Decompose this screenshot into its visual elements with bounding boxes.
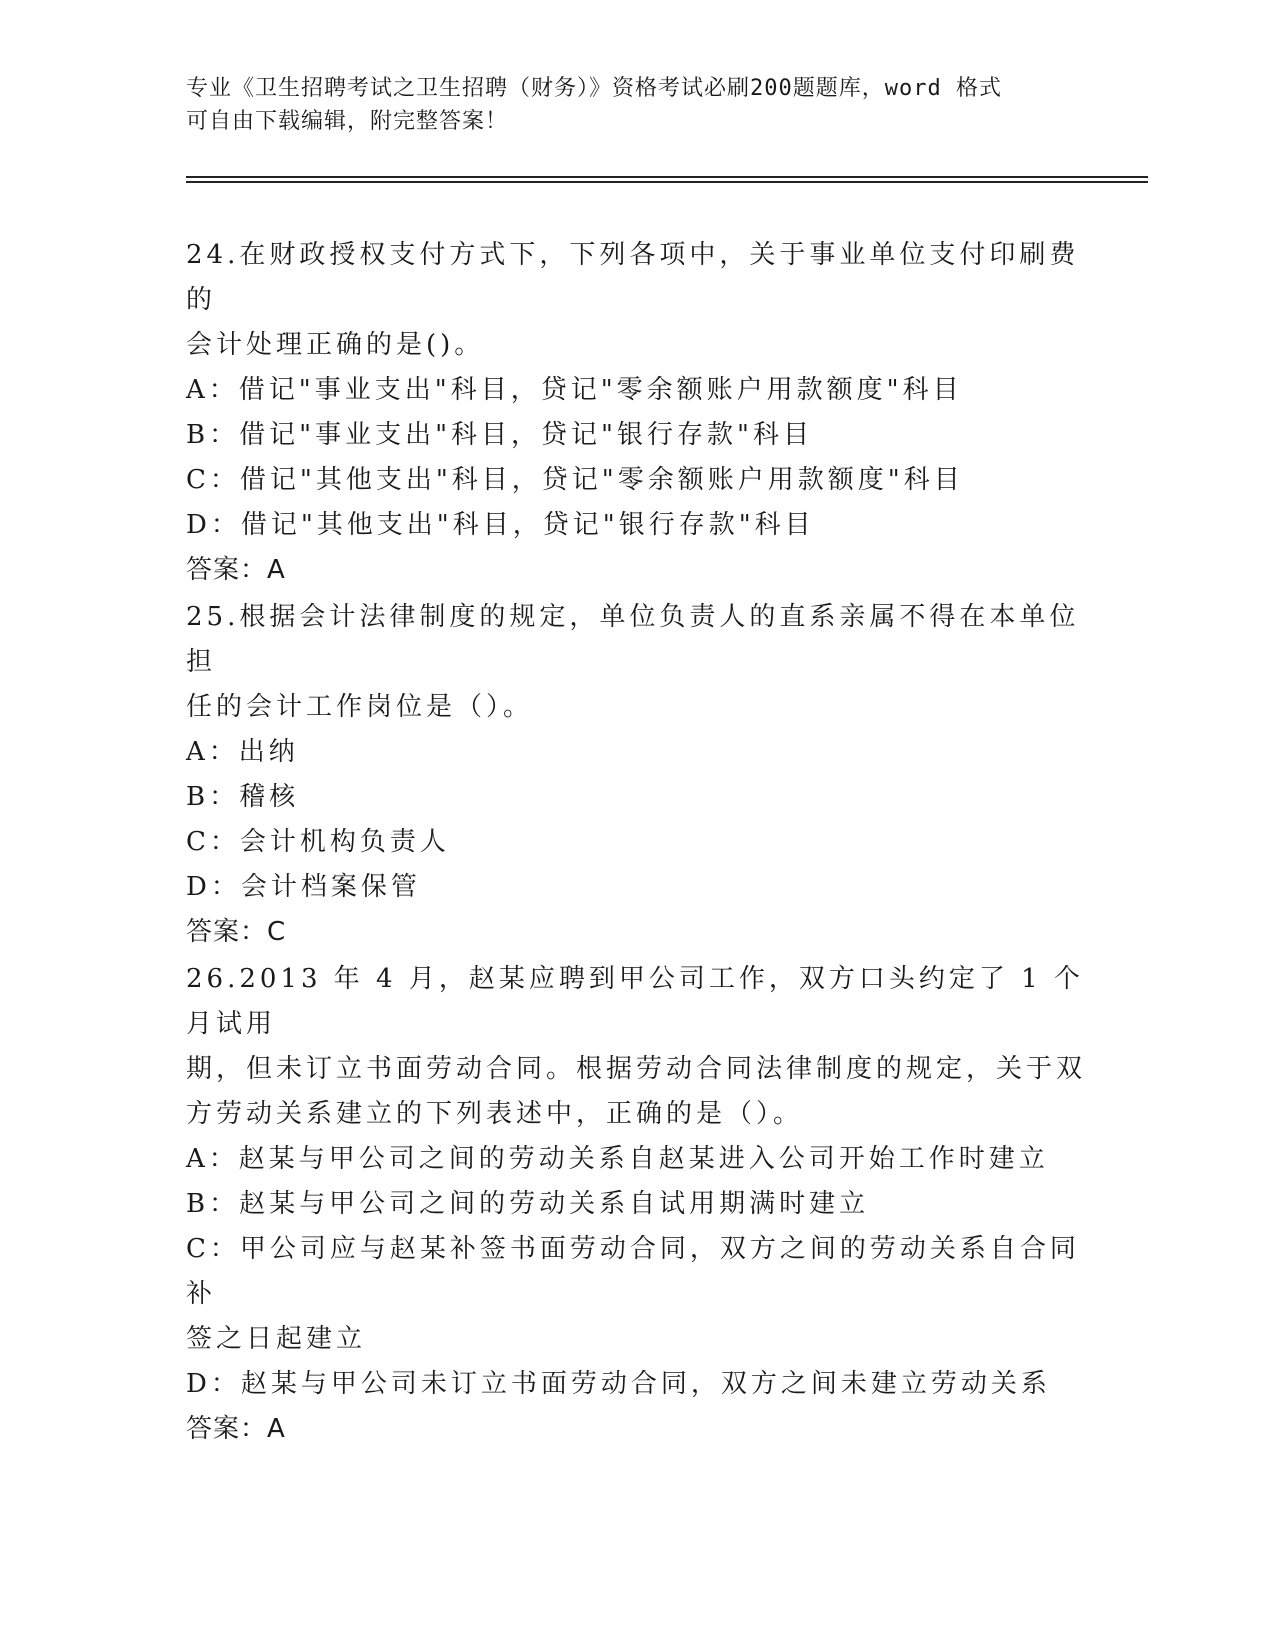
question-stem: 25.根据会计法律制度的规定，单位负责人的直系亲属不得在本单位担	[186, 602, 1080, 677]
question-stem: 26.2013 年 4 月，赵某应聘到甲公司工作，双方口头约定了 1 个月试用	[186, 964, 1084, 1039]
option-a: A：借记"事业支出"科目，贷记"零余额账户用款额度"科目	[186, 375, 963, 405]
option-c: C：借记"其他支出"科目，贷记"零余额账户用款额度"科目	[186, 465, 964, 495]
question-stem: 会计处理正确的是()。	[186, 330, 485, 360]
option-c: C：甲公司应与赵某补签书面劳动合同，双方之间的劳动关系自合同补	[186, 1234, 1080, 1309]
option-a: A：赵某与甲公司之间的劳动关系自赵某进入公司开始工作时建立	[186, 1144, 1049, 1174]
option-d: D：赵某与甲公司未订立书面劳动合同，双方之间未建立劳动关系	[186, 1369, 1051, 1399]
question-stem: 任的会计工作岗位是（）。	[186, 692, 534, 722]
option-a: A：出纳	[186, 737, 299, 767]
header-line: 专业《卫生招聘考试之卫生招聘（财务）》资格考试必刷200题题库，word 格式	[186, 76, 1002, 101]
question-25	[186, 595, 1086, 955]
option-b: B：借记"事业支出"科目，贷记"银行存款"科目	[186, 420, 813, 450]
option-b: B：赵某与甲公司之间的劳动关系自试用期满时建立	[186, 1189, 870, 1219]
header-divider	[186, 181, 1148, 183]
question-stem: 期，但未订立书面劳动合同。根据劳动合同法律制度的规定，关于双	[186, 1054, 1087, 1084]
question-stem: 方劳动关系建立的下列表述中，正确的是（）。	[186, 1099, 804, 1129]
question-26	[186, 957, 1086, 1452]
answer-line: 答案：C	[186, 917, 287, 947]
answer-line: 答案：A	[186, 555, 286, 585]
question-24	[186, 233, 1086, 593]
option-c-continued: 签之日起建立	[186, 1324, 367, 1354]
answer-line: 答案：A	[186, 1414, 286, 1444]
option-d: D：会计档案保管	[186, 872, 421, 902]
document-header	[186, 72, 1086, 138]
option-d: D：借记"其他支出"科目，贷记"银行存款"科目	[186, 510, 815, 540]
option-c: C：会计机构负责人	[186, 827, 450, 857]
question-stem: 24.在财政授权支付方式下，下列各项中，关于事业单位支付印刷费的	[186, 240, 1080, 315]
header-line: 可自由下载编辑，附完整答案！	[186, 109, 509, 134]
header-divider	[186, 176, 1148, 178]
option-b: B：稽核	[186, 782, 300, 812]
